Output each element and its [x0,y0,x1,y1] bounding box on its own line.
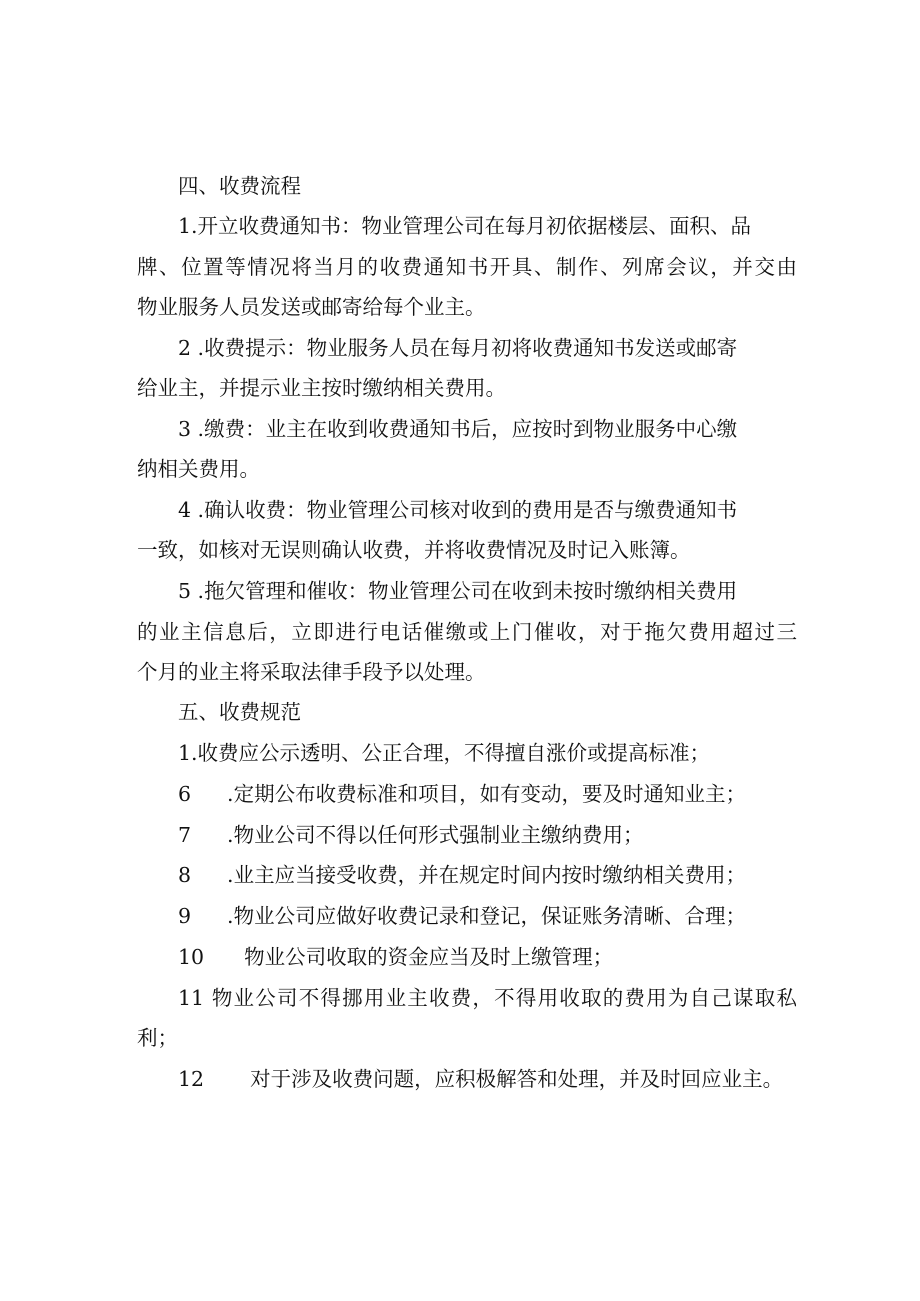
rule-9-text: .物业公司应做好收费记录和登记，保证账务清晰、合理； [227,904,747,928]
rule-10-text: 物业公司收取的资金应当及时上缴管理； [244,945,614,969]
rule-7-number: 7 [178,823,192,847]
rule-8 [178,863,797,887]
rule-9 [178,904,797,928]
rule-12-text: 对于涉及收费问题，应积极解答和处理，并及时回应业主。 [250,1067,784,1091]
rule-8-text: .业主应当接受收费，并在规定时间内按时缴纳相关费用； [227,863,747,887]
item-1-line-3: 物业服务人员发送或邮寄给每个业主。 [137,295,486,319]
rule-6 [178,782,797,806]
item-1-line-1: 1.开立收费通知书：物业管理公司在每月初依据楼层、面积、品 [178,214,752,238]
section-heading-4: 四、收费流程 [178,174,301,198]
item-3-line-2: 纳相关费用。 [137,457,260,481]
rule-12 [178,1067,797,1091]
rule-11-line-1: 11 物业公司不得挪用业主收费，不得用收取的费用为自己谋取私 [178,986,797,1010]
rule-10 [178,945,797,969]
rule-6-number: 6 [178,782,192,806]
item-5-line-1: 5 .拖欠管理和催收：物业管理公司在收到未按时缴纳相关费用 [178,579,738,603]
rule-7 [178,823,797,847]
item-5-line-2: 的业主信息后，立即进行电话催缴或上门催收，对于拖欠费用超过三 [137,620,797,644]
rule-7-text: .物业公司不得以任何形式强制业主缴纳费用； [227,823,644,847]
rule-10-number: 10 [178,945,205,969]
rule-9-number: 9 [178,904,192,928]
item-2-line-1: 2 .收费提示：物业服务人员在每月初将收费通知书发送或邮寄 [178,336,738,360]
item-5-line-3: 个月的业主将采取法律手段予以处理。 [137,660,486,684]
rule-1: 1.收费应公示透明、公正合理，不得擅自涨价或提高标准； [178,741,711,765]
section-heading-5: 五、收费规范 [178,700,301,724]
item-3-line-1: 3 .缴费：业主在收到收费通知书后，应按时到物业服务中心缴 [178,417,738,441]
item-1-line-2: 牌、位置等情况将当月的收费通知书开具、制作、列席会议，并交由 [137,255,797,279]
rule-11-line-2: 利； [137,1026,178,1050]
item-4-line-1: 4 .确认收费：物业管理公司核对收到的费用是否与缴费通知书 [178,498,738,522]
rule-8-number: 8 [178,863,192,887]
item-4-line-2: 一致，如核对无误则确认收费，并将收费情况及时记入账簿。 [137,538,691,562]
rule-6-text: .定期公布收费标准和项目，如有变动，要及时通知业主； [227,782,747,806]
rule-12-number: 12 [178,1067,205,1091]
item-2-line-2: 给业主，并提示业主按时缴纳相关费用。 [137,376,506,400]
